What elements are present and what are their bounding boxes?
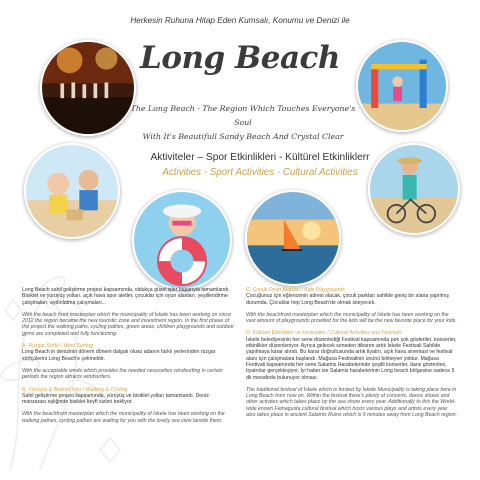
- subtitle-line-2: With It's Beautifull Sandy Beach And Crystal Clear: [142, 132, 344, 141]
- tagline: Herkesin Ruhuna Hitap Eden Kumsalı, Konumu ve Denizi ile: [130, 16, 350, 25]
- kids-sandcastle-photo: [24, 143, 120, 239]
- kids-playgrounds-heading-tr: C. Çocuk Oyun Alanları /: [246, 287, 303, 293]
- wind-surf-text-tr: Long Beach in denizinin dönem dönem dalgalı olusu adanın farklı yerlerinden rüzgar sörfçülerini Long Beach'e çekmektir.: [22, 349, 216, 362]
- culture-text-tr: İskele belediyesinin her sene düzenlediği Festival kapsamında pek çok gösteriler, konserler, etkinlikler düzenleniyor. Ayrıca gelecek seneden itibaren artık İskele Festivali Sahilde yapılmaya karar alındı. Bu karar doğrultusunda artık tiyatro, açık hava sinemasi ve festival alanı için çalışmalara başlandı. Mağusa Festivalinin ününü bilmeyen yoktur. Mağusa Festivali kapsamında her sene Salamis Harabelerinde çeşitli konserler, dans gösterileri, tiyatrolar gerçekleşiyor. İyi haber ise Salamis harabelerinin Long beach bölgesine sadece 5 dk mesafede bulunuyor olması.: [246, 336, 457, 381]
- culture-heading-tr: D. Kültürel Etkinlikler ve Festivaller /: [246, 330, 329, 337]
- concert-stage-photo: [40, 40, 136, 136]
- kids-playgrounds-text-en: With the beachfront masterplan which the municipality of İskele has been working on the vast amount of playgrounds provided for the kids will be the new favorite place for your kids.: [246, 311, 457, 325]
- walking-cycling-heading-tr: B. Yürüyüş & Bisiklet Yolu /: [22, 386, 85, 393]
- kids-playgrounds-heading-en: Kids Playgrounds: [304, 287, 345, 293]
- right-text-column: [246, 287, 458, 424]
- page-title: Long Beach: [140, 40, 340, 76]
- wind-surf-heading-en: Wind Surfing: [63, 343, 93, 350]
- left-text-column: [22, 287, 234, 430]
- wind-surf-heading-tr: A. Rüzgar Sörfü /: [22, 343, 62, 350]
- walking-cycling-text-tr: Sahil geliştirme projesi kapsamında, yürüyüş ve bisiklet yolları tamamlandı. Deniz manzarası eşliğinde bisiklet keyfi sizleri bekliyor.: [22, 392, 209, 406]
- walking-cycling-text-en: With the beachfront masterplan which the municipality of İskele has been working on the walking pathes, cycling pathes are waiting for you with the lovely sea view beside them.: [22, 411, 225, 424]
- kids-playground-photo: [356, 40, 448, 132]
- girl-swim-ring-photo: [132, 190, 232, 290]
- activities-title-en: Activities - Sport Activities - Cultural Activities: [162, 167, 358, 178]
- page-subtitle: [128, 102, 358, 144]
- walking-cycling-heading-en: Walking & Cycling: [85, 386, 128, 393]
- intro-text-en: With the beach front masterplan which the municipality of İskele has been working on since 2012 the region became the new touristic zone and investment region. In the first phase of the project the walking paths, cycling pathes, green areas, children playgrounds and outdoor gyms are completed and fully functioning.: [22, 311, 234, 337]
- activities-title-tr: Aktiviteler – Spor Etkinlikleri - Kültürel Etkinliklerr: [150, 152, 370, 163]
- kids-playgrounds-text-tr: Çocuğunuz için eğlencenin adresi olacak, çocuk parkları sahilde geniş bir alana yapılmış durumda. Çocuklar hep Long Beach'de olmak isteyecek.: [246, 293, 450, 306]
- culture-text-en: The traditional festival of İskele which is hosted by İskele Municipality is taking place here in Long Beach from now on. Within the festival there's plenty of concerts, dance shows and other activites which takes place by the sea shore every year. Additionally to this the World-wide known Famagusta cultural festival which hosts various plays and artists every year also takes place in ancient Salamis Ruins which is 5 minutes away from Long Beach region.: [246, 386, 458, 419]
- wind-surf-text-en: With the acceptable winds which provides the needed necessities windsurfing in certain periods the region attracts windsurfers.: [22, 367, 223, 381]
- windsurf-sunset-photo: [245, 190, 341, 286]
- intro-text-tr: Long Beach sahil geliştirme projesi kapsamında, oldukça güzel işler başarıyla tamamlandı. Bisiklet ve yürüyüş yolları, açık hava spor aletler, çocuklar için oyun alanları, yeşillendirme çalışmaları, aydınlatma çalışmaları...: [22, 287, 230, 306]
- culture-heading-en: Cultural Activities and Festivals: [330, 330, 402, 337]
- subtitle-line-1: The Long Beach - The Region Which Touches Everyone's Soul: [130, 104, 356, 127]
